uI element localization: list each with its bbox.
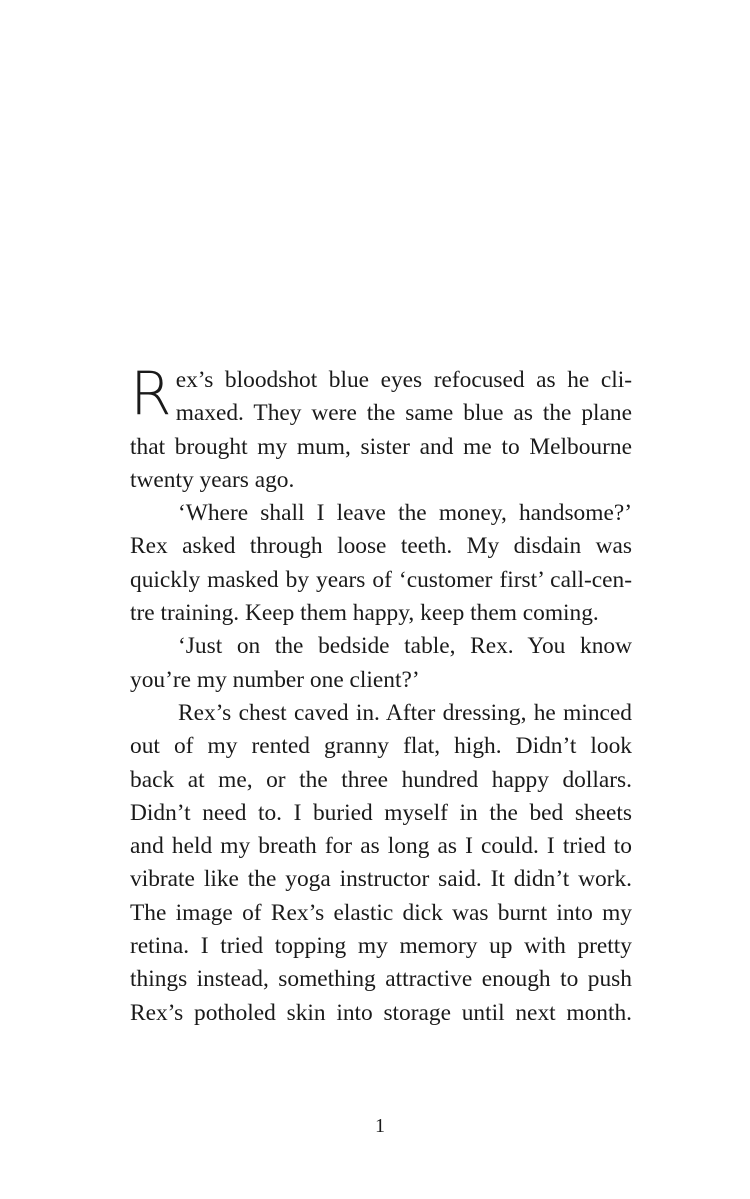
paragraph-3 bbox=[130, 630, 632, 697]
text-line: Rex asked through loose teeth. My disdain was bbox=[130, 533, 632, 560]
text-line: Rex’s chest caved in. After dressing, he minced bbox=[178, 699, 632, 726]
text-line: retina. I tried topping my memory up with pretty bbox=[130, 933, 632, 960]
paragraph-2 bbox=[130, 497, 632, 630]
text-line: out of my rented granny flat, high. Didn’t look bbox=[130, 733, 632, 760]
text-line: tre training. Keep them happy, keep them coming. bbox=[130, 600, 599, 627]
text-line: twenty years ago. bbox=[130, 466, 295, 493]
body-text bbox=[130, 359, 632, 1030]
text-line: that brought my mum, sister and me to Melbourne bbox=[130, 433, 632, 460]
text-line: ‘Just on the bedside table, Rex. You know bbox=[178, 633, 632, 660]
text-line: maxed. They were the same blue as the plane bbox=[175, 400, 632, 427]
text-line: The image of Rex’s elastic dick was burnt into my bbox=[130, 899, 632, 926]
text-line: and held my breath for as long as I could. I tried to bbox=[130, 833, 632, 860]
text-line: you’re my number one client?’ bbox=[130, 666, 420, 693]
text-line: ex’s bloodshot blue eyes refocused as he cli- bbox=[175, 367, 632, 393]
paragraph-1 bbox=[130, 359, 632, 497]
text-line: Rex’s potholed skin into storage until next month. bbox=[130, 999, 632, 1026]
text-line: Didn’t need to. I buried myself in the bed sheets bbox=[130, 799, 632, 826]
text-line: vibrate like the yoga instructor said. It didn’t work. bbox=[130, 866, 632, 893]
drop-cap: R bbox=[130, 359, 172, 429]
text-line: things instead, something attractive enough to push bbox=[130, 966, 632, 993]
paragraph-4 bbox=[130, 697, 632, 1030]
page-number: 1 bbox=[375, 1115, 385, 1137]
text-line: quickly masked by years of ‘customer first’ call-cen- bbox=[130, 566, 632, 593]
text-line: ‘Where shall I leave the money, handsome?’ bbox=[178, 500, 632, 527]
text-line: back at me, or the three hundred happy dollars. bbox=[130, 766, 632, 793]
